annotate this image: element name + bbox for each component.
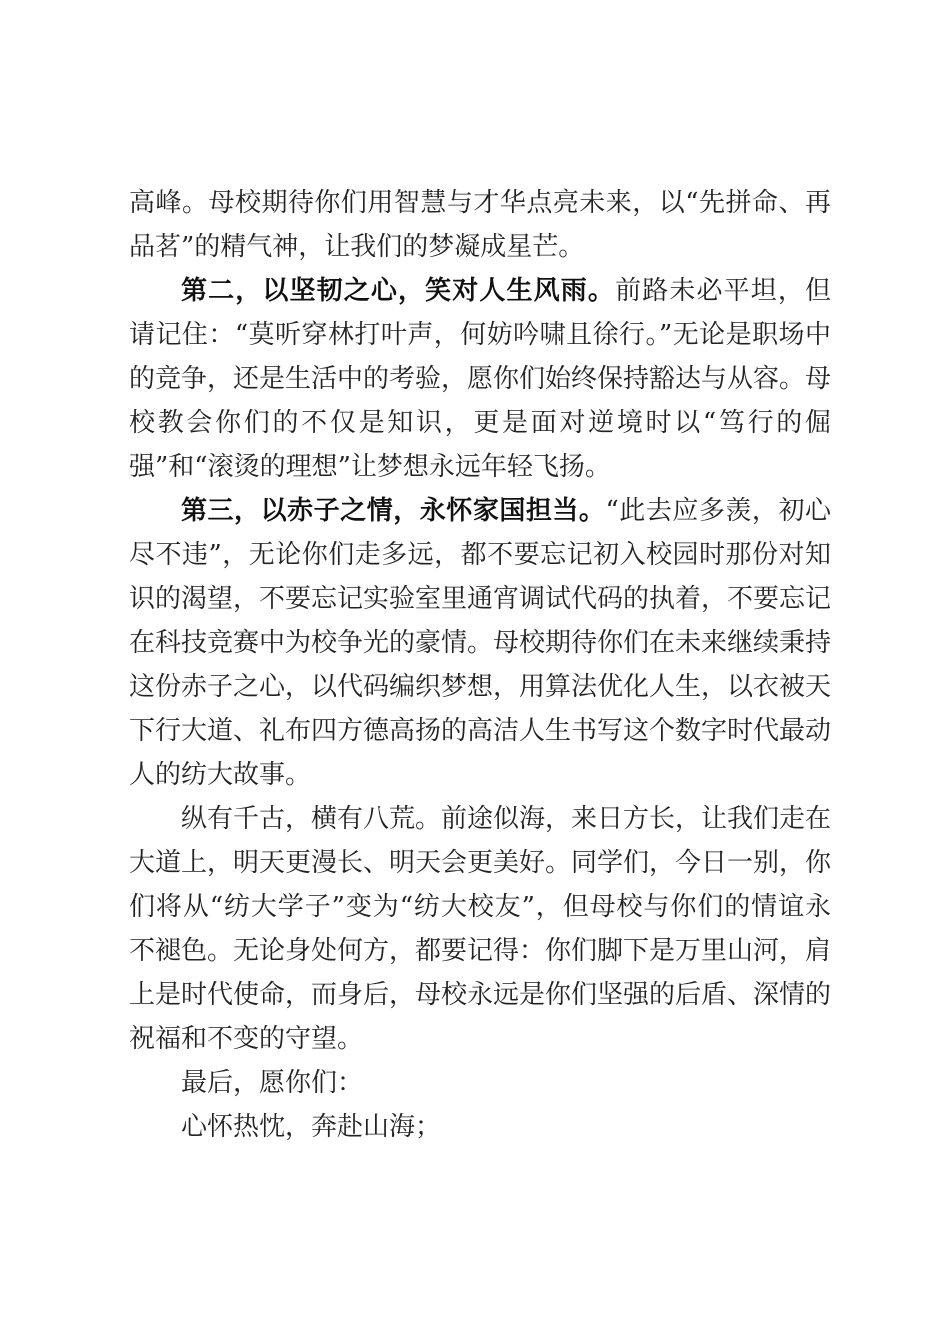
paragraph-4: [129, 797, 831, 1061]
paragraph-6: [129, 1105, 831, 1149]
paragraph-2: [129, 269, 831, 489]
paragraph-5-text: 最后，愿你们：: [181, 1068, 364, 1098]
paragraph-1: [129, 181, 831, 269]
paragraph-2-lead: 第二，以坚韧之心，笑对人生风雨。: [181, 276, 616, 306]
paragraph-6-text: 心怀热忱，奔赴山海；: [181, 1112, 442, 1142]
paragraph-4-text: 纵有千古，横有八荒。前途似海，来日方长，让我们走在大道上，明天更漫长、明天会更美好。同学们，今日一别，你们将从“纺大学子”变为“纺大校友”，但母校与你们的情谊永不褪色。无论身处何方，都要记得：你们脚下是万里山河，肩上是时代使命，而身后，母校永远是你们坚强的后盾、深情的祝福和不变的守望。: [129, 804, 832, 1054]
paragraph-3-lead: 第三，以赤子之情，永怀家国担当。: [181, 496, 606, 526]
paragraph-5: [129, 1061, 831, 1105]
paragraph-2-text: 前路未必平坦，但请记住：“莫听穿林打叶声，何妨吟啸且徐行。”无论是职场中的竞争，还是生活中的考验，愿你们始终保持豁达与从容。母校教会你们的不仅是知识，更是面对逆境时以“笃行的倔强”和“滚烫的理想”让梦想永远年轻飞扬。: [129, 276, 832, 482]
paragraph-1-text: 高峰。母校期待你们用智慧与才华点亮未来，以“先拼命、再品茗”的精气神，让我们的梦凝成星芒。: [129, 188, 831, 262]
paragraph-3: [129, 489, 831, 797]
document-body: [129, 181, 831, 1149]
paragraph-3-text: “此去应多羡，初心尽不违”，无论你们走多远，都不要忘记初入校园时那份对知识的渴望，不要忘记实验室里通宵调试代码的执着，不要忘记在科技竞赛中为校争光的豪情。母校期待你们在未来继续秉持这份赤子之心，以代码编织梦想，用算法优化人生，以衣被天下行大道、礼布四方德高扬的高洁人生书写这个数字时代最动人的纺大故事。: [129, 496, 832, 790]
